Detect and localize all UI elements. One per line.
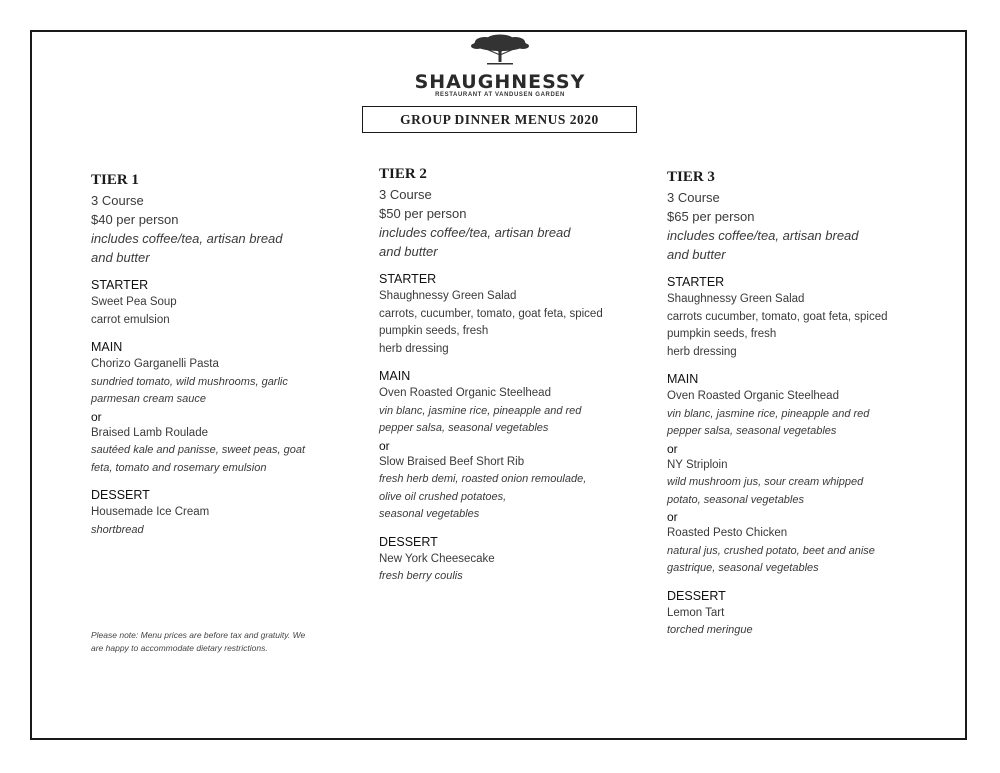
menu-item-desc: carrot emulsion [91, 313, 170, 326]
menu-item: Shaughnessy Green Salad [379, 290, 517, 302]
menu-item-desc: herb dressing [379, 342, 449, 355]
menu-item-desc: sautéed kale and panisse, sweet peas, goat [91, 444, 306, 456]
menu-item-desc: fresh herb demi, roasted onion remoulade, [379, 473, 587, 485]
tier-title: TIER 3 [667, 169, 715, 185]
menu-item: New York Cheesecake [379, 552, 495, 565]
tier-includes: includes coffee/tea, artisan bread [667, 228, 859, 243]
tier-price: $40 per person [91, 212, 179, 227]
menu-item-desc: olive oil crushed potatoes, [379, 490, 507, 503]
menu-item-desc: pepper salsa, seasonal vegetables [667, 425, 837, 437]
page-title: GROUP DINNER MENUS 2020 [362, 106, 637, 133]
brand-name: SHAUGHNESSY [414, 71, 586, 93]
menu-item-desc: potato, seasonal vegetables [667, 493, 804, 506]
tier-price: $65 per person [667, 209, 755, 224]
section-label-dessert: DESSERT [667, 588, 726, 603]
menu-item: Housemade Ice Cream [91, 506, 210, 518]
or-separator: or [667, 510, 678, 524]
section-label-dessert: DESSERT [91, 488, 150, 502]
tree-icon [469, 34, 531, 66]
menu-item: Oven Roasted Organic Steelhead [379, 387, 551, 399]
tier-courses: 3 Course [91, 193, 144, 208]
tier-2-column [379, 164, 679, 586]
menu-item-desc: vin blanc, jasmine rice, pineapple and red [667, 407, 870, 420]
menu-item-desc: gastrique, seasonal vegetables [667, 562, 819, 574]
menu-item-desc: natural jus, crushed potato, beet and anise [667, 544, 875, 557]
menu-item: Sweet Pea Soup [91, 296, 177, 308]
footnote-line: are happy to accommodate dietary restrictions. [91, 643, 268, 653]
tier-includes: and butter [91, 250, 150, 265]
menu-item-desc: fresh berry coulis [379, 570, 463, 582]
menu-item: Slow Braised Beef Short Rib [379, 455, 525, 468]
menu-item-desc: vin blanc, jasmine rice, pineapple and red [379, 404, 582, 417]
menu-item: Shaughnessy Green Salad [667, 293, 805, 305]
menu-item-desc: torched meringue [667, 624, 753, 636]
section-label-starter: STARTER [91, 278, 149, 292]
menu-item: Braised Lamb Roulade [91, 426, 208, 439]
menu-item: NY Striploin [667, 458, 728, 471]
tier-includes: and butter [379, 244, 438, 259]
section-label-dessert: DESSERT [379, 534, 438, 549]
tier-includes: includes coffee/tea, artisan bread [379, 225, 571, 240]
tier-courses: 3 Course [667, 190, 720, 205]
section-label-starter: STARTER [667, 275, 725, 289]
menu-item-desc: sundried tomato, wild mushrooms, garlic [91, 375, 288, 388]
footnote-line: Please note: Menu prices are before tax and gratuity. We [91, 630, 306, 640]
menu-item-desc: parmesan cream sauce [91, 393, 206, 405]
menu-item: Lemon Tart [667, 606, 725, 619]
tier-courses: 3 Course [379, 187, 432, 202]
footnote [91, 629, 341, 655]
tier-1-column [91, 170, 391, 539]
menu-item: Roasted Pesto Chicken [667, 527, 788, 539]
menu-item-desc: pumpkin seeds, fresh [379, 325, 489, 337]
or-separator: or [379, 438, 390, 453]
brand-subtitle: RESTAURANT AT VANDUSEN GARDEN [435, 92, 565, 98]
section-label-starter: STARTER [379, 272, 437, 286]
menu-item: Oven Roasted Organic Steelhead [667, 390, 839, 402]
menu-item-desc: seasonal vegetables [379, 508, 480, 520]
menu-item-desc: pumpkin seeds, fresh [667, 328, 777, 340]
or-separator: or [667, 441, 678, 456]
tier-title: TIER 2 [379, 166, 427, 182]
menu-item-desc: shortbread [91, 523, 144, 536]
menu-item-desc: pepper salsa, seasonal vegetables [379, 422, 549, 434]
menu-item-desc: wild mushroom jus, sour cream whipped [667, 476, 864, 488]
menu-item-desc: herb dressing [667, 345, 737, 358]
section-label-main: MAIN [91, 340, 123, 354]
tier-includes: includes coffee/tea, artisan bread [91, 231, 283, 246]
tier-includes: and butter [667, 247, 726, 262]
menu-item-desc: carrots cucumber, tomato, goat feta, spiced [667, 310, 888, 323]
tier-price: $50 per person [379, 206, 467, 221]
tier-title: TIER 1 [91, 172, 139, 188]
or-separator: or [91, 409, 102, 424]
menu-item: Chorizo Garganelli Pasta [91, 358, 219, 370]
section-label-main: MAIN [667, 372, 699, 386]
tier-3-column [667, 167, 967, 640]
menu-item-desc: carrots, cucumber, tomato, goat feta, spiced [379, 307, 603, 320]
menu-item-desc: feta, tomato and rosemary emulsion [91, 461, 267, 474]
section-label-main: MAIN [379, 369, 411, 383]
